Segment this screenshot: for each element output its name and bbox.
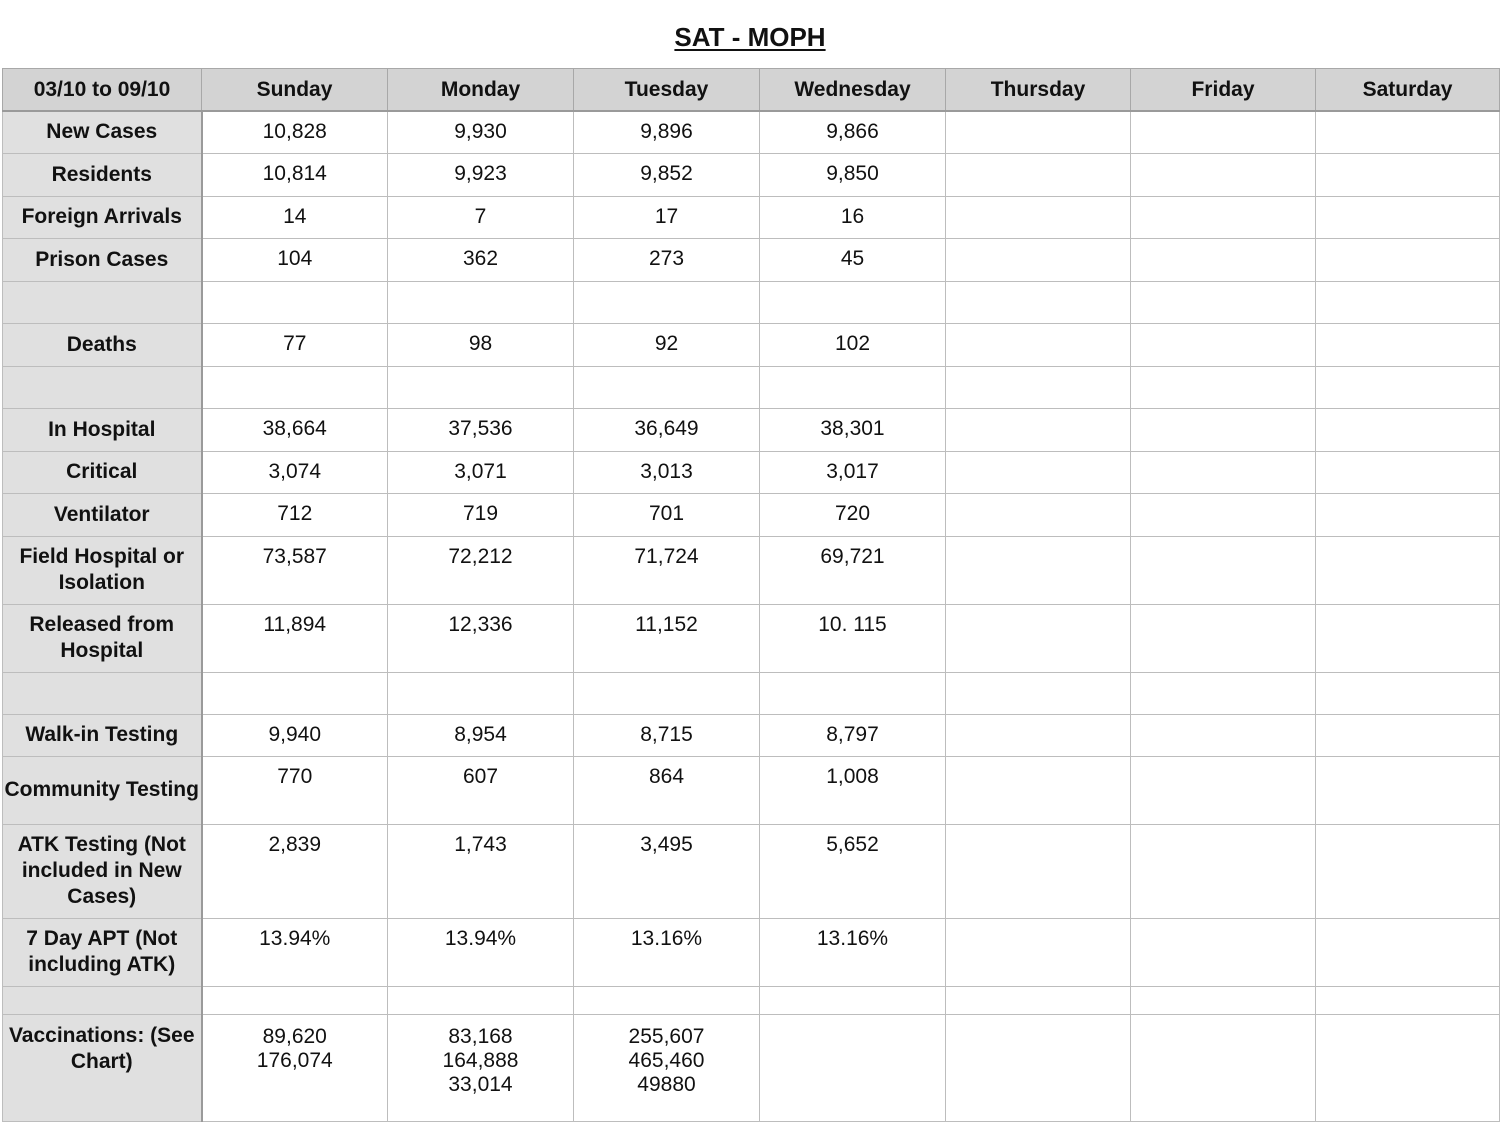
table-row <box>3 451 1500 493</box>
data-cell <box>388 672 574 714</box>
data-cell <box>1316 153 1500 196</box>
data-cell: 9,852 <box>574 153 760 196</box>
header-day: Wednesday <box>760 69 946 112</box>
blank-row <box>3 366 1500 408</box>
vaccination-value: 255,607 <box>628 1024 705 1048</box>
data-cell <box>1131 281 1316 323</box>
header-day: Thursday <box>946 69 1131 112</box>
data-cell <box>946 536 1131 604</box>
table-row <box>3 536 1500 604</box>
data-cell: 45 <box>760 238 946 281</box>
row-label: Prison Cases <box>3 238 202 281</box>
row-label: Community Testing <box>3 756 202 824</box>
row-label: Residents <box>3 153 202 196</box>
data-cell: 69,721 <box>760 536 946 604</box>
data-cell: 8,715 <box>574 714 760 756</box>
data-cell <box>1131 536 1316 604</box>
data-cell: 13.94% <box>388 918 574 986</box>
row-label <box>3 672 202 714</box>
data-cell: 98 <box>388 323 574 366</box>
table-row <box>3 111 1500 153</box>
data-cell <box>1131 493 1316 536</box>
row-label: New Cases <box>3 111 202 153</box>
header-day: Sunday <box>202 69 388 112</box>
data-cell <box>946 323 1131 366</box>
row-label: 7 Day APT (Not including ATK) <box>3 918 202 986</box>
data-cell <box>388 986 574 1014</box>
page-title <box>0 20 1500 54</box>
data-cell: 10,814 <box>202 153 388 196</box>
data-cell: 13.16% <box>574 918 760 986</box>
data-cell: 1,743 <box>388 824 574 918</box>
row-label: Critical <box>3 451 202 493</box>
row-label: Field Hospital or Isolation <box>3 536 202 604</box>
header-day: Saturday <box>1316 69 1500 112</box>
data-cell: 13.16% <box>760 918 946 986</box>
data-cell <box>760 986 946 1014</box>
blank-row <box>3 986 1500 1014</box>
data-cell <box>1131 451 1316 493</box>
data-cell <box>1316 756 1500 824</box>
data-cell: 864 <box>574 756 760 824</box>
data-cell: 12,336 <box>388 604 574 672</box>
data-cell <box>202 986 388 1014</box>
data-cell: 10. 115 <box>760 604 946 672</box>
table-row <box>3 153 1500 196</box>
row-label: In Hospital <box>3 408 202 451</box>
data-cell <box>1316 196 1500 238</box>
data-cell <box>946 153 1131 196</box>
vaccinations-monday-cell <box>388 1014 574 1121</box>
vaccination-value: 89,620 <box>262 1024 327 1048</box>
data-cell: 14 <box>202 196 388 238</box>
data-cell <box>946 451 1131 493</box>
data-cell <box>1131 238 1316 281</box>
data-cell: 72,212 <box>388 536 574 604</box>
data-cell <box>1131 196 1316 238</box>
data-cell <box>202 366 388 408</box>
data-cell: 9,850 <box>760 153 946 196</box>
table-row <box>3 756 1500 824</box>
table-row <box>3 323 1500 366</box>
data-cell <box>1131 1014 1316 1121</box>
data-cell <box>1316 493 1500 536</box>
data-cell: 13.94% <box>202 918 388 986</box>
header-day: Friday <box>1131 69 1316 112</box>
data-cell: 770 <box>202 756 388 824</box>
data-cell <box>388 366 574 408</box>
row-label <box>3 986 202 1014</box>
data-cell <box>574 281 760 323</box>
header-row <box>3 69 1500 112</box>
data-cell <box>574 672 760 714</box>
table-row <box>3 824 1500 918</box>
data-cell: 77 <box>202 323 388 366</box>
row-label <box>3 366 202 408</box>
table-row <box>3 918 1500 986</box>
data-cell <box>1131 408 1316 451</box>
data-cell <box>1316 238 1500 281</box>
vaccination-value: 465,460 <box>628 1048 705 1072</box>
data-cell <box>1316 536 1500 604</box>
data-cell <box>946 408 1131 451</box>
data-cell: 607 <box>388 756 574 824</box>
data-cell <box>1316 366 1500 408</box>
data-cell <box>760 281 946 323</box>
table-row <box>3 714 1500 756</box>
weekly-stats-table <box>2 68 1500 1122</box>
data-cell: 73,587 <box>202 536 388 604</box>
data-cell: 9,940 <box>202 714 388 756</box>
row-label: Released from Hospital <box>3 604 202 672</box>
data-cell: 3,495 <box>574 824 760 918</box>
vaccination-value: 83,168 <box>448 1024 513 1048</box>
data-cell <box>388 281 574 323</box>
data-cell <box>1316 714 1500 756</box>
data-cell <box>202 281 388 323</box>
header-period: 03/10 to 09/10 <box>3 69 202 112</box>
data-cell: 9,896 <box>574 111 760 153</box>
data-cell: 719 <box>388 493 574 536</box>
data-cell: 1,008 <box>760 756 946 824</box>
table-row <box>3 196 1500 238</box>
data-cell: 720 <box>760 493 946 536</box>
data-cell <box>1316 323 1500 366</box>
data-cell <box>946 986 1131 1014</box>
data-cell: 11,152 <box>574 604 760 672</box>
data-cell: 38,664 <box>202 408 388 451</box>
data-cell <box>946 111 1131 153</box>
data-cell <box>1131 714 1316 756</box>
data-cell <box>1316 111 1500 153</box>
data-cell: 9,923 <box>388 153 574 196</box>
data-cell <box>1131 323 1316 366</box>
data-cell <box>1131 672 1316 714</box>
table-row <box>3 604 1500 672</box>
data-cell <box>946 281 1131 323</box>
data-cell <box>1131 111 1316 153</box>
data-cell <box>1316 604 1500 672</box>
data-cell: 38,301 <box>760 408 946 451</box>
data-cell: 9,930 <box>388 111 574 153</box>
row-label: Ventilator <box>3 493 202 536</box>
data-cell: 37,536 <box>388 408 574 451</box>
data-cell: 102 <box>760 323 946 366</box>
data-cell: 10,828 <box>202 111 388 153</box>
data-cell: 712 <box>202 493 388 536</box>
data-cell: 7 <box>388 196 574 238</box>
data-cell <box>1316 408 1500 451</box>
data-cell <box>946 1014 1131 1121</box>
data-cell <box>574 986 760 1014</box>
data-cell <box>946 196 1131 238</box>
data-cell: 36,649 <box>574 408 760 451</box>
data-cell: 3,013 <box>574 451 760 493</box>
data-cell <box>946 714 1131 756</box>
data-cell <box>1316 451 1500 493</box>
data-cell <box>946 824 1131 918</box>
data-cell: 16 <box>760 196 946 238</box>
data-cell <box>1131 153 1316 196</box>
data-cell <box>1316 986 1500 1014</box>
data-cell <box>1131 756 1316 824</box>
row-label: ATK Testing (Not included in New Cases) <box>3 824 202 918</box>
vaccination-value: 49880 <box>637 1072 696 1096</box>
data-cell <box>946 238 1131 281</box>
row-label: Walk-in Testing <box>3 714 202 756</box>
data-cell <box>760 366 946 408</box>
table-row <box>3 408 1500 451</box>
row-label: Deaths <box>3 323 202 366</box>
data-cell <box>1131 366 1316 408</box>
data-cell: 3,074 <box>202 451 388 493</box>
data-cell: 3,017 <box>760 451 946 493</box>
data-cell <box>1131 824 1316 918</box>
data-cell: 11,894 <box>202 604 388 672</box>
data-cell: 104 <box>202 238 388 281</box>
blank-row <box>3 281 1500 323</box>
data-cell: 273 <box>574 238 760 281</box>
data-cell <box>946 604 1131 672</box>
data-cell: 5,652 <box>760 824 946 918</box>
vaccinations-sunday-cell <box>202 1014 388 1121</box>
data-cell <box>202 672 388 714</box>
table-row <box>3 493 1500 536</box>
data-cell <box>1316 672 1500 714</box>
data-cell <box>1316 918 1500 986</box>
data-cell: 9,866 <box>760 111 946 153</box>
data-cell <box>1316 1014 1500 1121</box>
data-cell: 8,954 <box>388 714 574 756</box>
row-label: Vaccinations: (See Chart) <box>3 1014 202 1121</box>
vaccinations-tuesday-cell <box>574 1014 760 1121</box>
page-title-text: SAT - MOPH <box>674 22 826 52</box>
vaccinations-row <box>3 1014 1500 1121</box>
data-cell <box>946 672 1131 714</box>
data-cell: 8,797 <box>760 714 946 756</box>
data-cell: 71,724 <box>574 536 760 604</box>
data-cell: 2,839 <box>202 824 388 918</box>
data-cell <box>574 366 760 408</box>
data-cell <box>760 672 946 714</box>
data-cell <box>946 366 1131 408</box>
data-cell <box>1131 604 1316 672</box>
data-cell <box>1316 824 1500 918</box>
vaccination-value: 176,074 <box>256 1048 333 1072</box>
data-cell: 3,071 <box>388 451 574 493</box>
data-cell <box>760 1014 946 1121</box>
header-day: Monday <box>388 69 574 112</box>
data-cell: 92 <box>574 323 760 366</box>
header-day: Tuesday <box>574 69 760 112</box>
data-cell: 362 <box>388 238 574 281</box>
data-cell <box>1316 281 1500 323</box>
table-row <box>3 238 1500 281</box>
data-cell <box>946 756 1131 824</box>
data-cell <box>946 918 1131 986</box>
data-cell <box>1131 918 1316 986</box>
vaccination-value: 164,888 <box>442 1048 519 1072</box>
data-cell <box>1131 986 1316 1014</box>
data-cell: 17 <box>574 196 760 238</box>
data-cell: 701 <box>574 493 760 536</box>
vaccination-value: 33,014 <box>448 1072 513 1096</box>
row-label <box>3 281 202 323</box>
row-label: Foreign Arrivals <box>3 196 202 238</box>
data-cell <box>946 493 1131 536</box>
blank-row <box>3 672 1500 714</box>
